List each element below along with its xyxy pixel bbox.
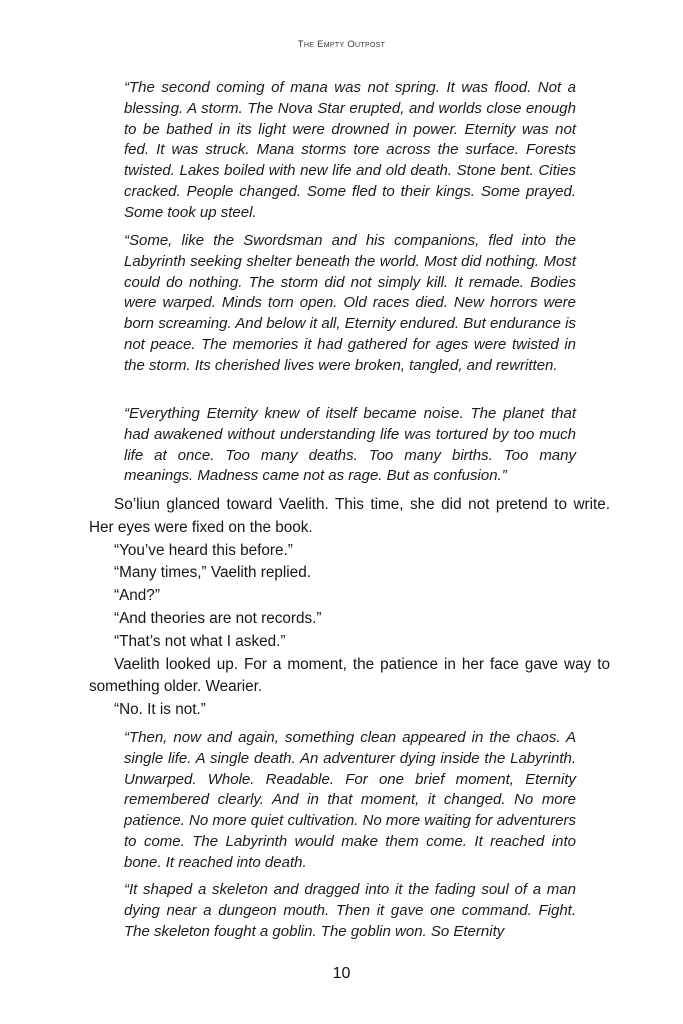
dialogue-line: “You’ve heard this before.” [114,541,293,559]
quote-paragraph: “Some, like the Swordsman and his companions, fled into the Labyrinth seeking shelter beneath the world. Most did nothing. Most could do nothing. The storm did not simply kill. It remade. Bodies were warped. Minds torn open. Old races died. New horrors were born screaming. And below it all, Eternity endured. But endurance is not peace. The memories it had gathered for ages were twisted in the storm. Its cherished lives were broken, tangled, and rewritten. [124,232,576,374]
dialogue-line: “And theories are not records.” [114,609,322,627]
narrative-paragraph: Vaelith looked up. For a moment, the patience in her face gave way to something older. Wearier. [89,655,610,696]
narrative-paragraph: So’liun glanced toward Vaelith. This time, she did not pretend to write. Her eyes were fixed on the book. [89,496,610,536]
quote-paragraph: “It shaped a skeleton and dragged into it the fading soul of a man dying near a dungeon mouth. Then it gave one command. Fight. The skeleton fought a goblin. The goblin won. So Eternity [124,881,576,940]
dialogue-line: “And?” [114,587,160,605]
dialogue-line: “That’s not what I asked.” [114,632,286,650]
quote-paragraph: “Everything Eternity knew of itself became noise. The planet that had awakened without understanding life was tortured by too much life at once. Too many deaths. Too many births. Too many meanings. Madness came not as rage. But as confusion.” [124,405,576,485]
dialogue-line: “No. It is not.” [114,701,206,719]
dialogue-line: “Many times,” Vaelith replied. [114,564,311,582]
quote-paragraph: “The second coming of mana was not spring. It was flood. Not a blessing. A storm. The Nova Star erupted, and worlds close enough to be bathed in its light were drowned in power. Eternity was not fed. It was struck. Mana storms tore across the surface. Forests twisted. Lakes boiled with new life and old death. Stone bent. Cities cracked. People changed. Some fled to their kings. Some prayed. Some took up steel. [124,79,576,221]
page-number: 10 [332,965,351,982]
quote-paragraph: “Then, now and again, something clean appeared in the chaos. A single life. A single death. An adventurer dying inside the Labyrinth. Unwarped. Whole. Readable. For one brief moment, Eternity remembered clearly. And in that moment, it changed. No more patience. No more quiet cultivation. No more waiting for adventurers to come. The Labyrinth would make them come. It reached into bone. It reached into death. [124,729,576,871]
running-head: The Empty Outpost [297,39,386,50]
narrative-body [89,494,610,722]
